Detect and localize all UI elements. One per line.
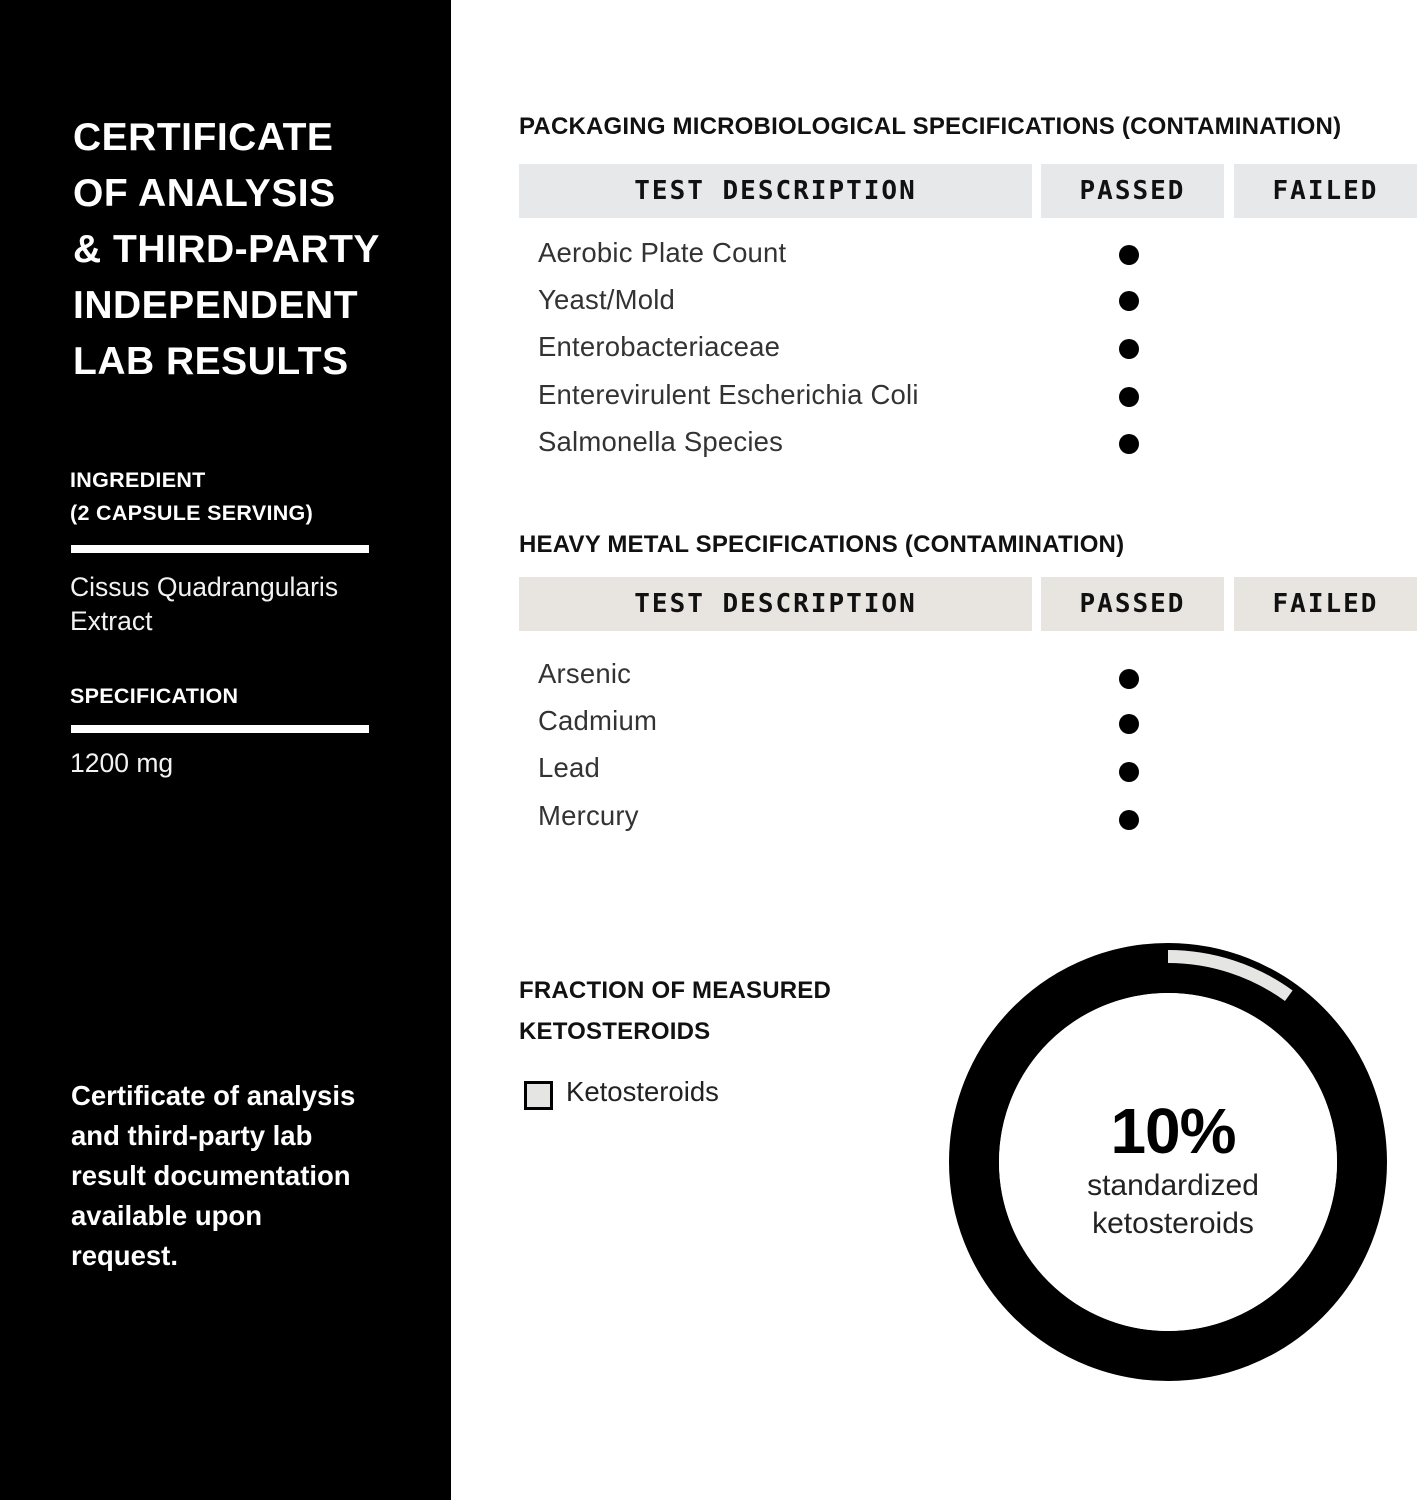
ingredient-heading-line: (2 CAPSULE SERVING) [70, 501, 314, 525]
title-line: CERTIFICATE [73, 116, 334, 159]
header-failed: FAILED [1234, 577, 1417, 631]
ingredient-value-line: Cissus Quadrangularis [70, 572, 339, 602]
donut-caption-line: standardized [1087, 1169, 1259, 1202]
test-row-label: Mercury [538, 800, 639, 831]
header-failed: FAILED [1234, 164, 1417, 218]
specification-value [70, 746, 173, 780]
header-test-description: TEST DESCRIPTION [519, 577, 1032, 631]
donut-percentage: 10% [1110, 1095, 1236, 1167]
ingredient-heading [70, 464, 313, 530]
title-line: & THIRD-PARTY [73, 228, 380, 271]
ketosteroids-title [519, 970, 831, 1052]
ketosteroids-title-line: KETOSTEROIDS [519, 1018, 711, 1045]
divider [71, 545, 369, 553]
title-line: OF ANALYSIS [73, 172, 336, 215]
passed-dot-icon [1119, 387, 1139, 407]
header-passed: PASSED [1041, 164, 1224, 218]
sidebar-panel [0, 0, 451, 1500]
ingredient-value [70, 570, 338, 638]
title-line: LAB RESULTS [73, 340, 349, 383]
passed-dot-icon [1119, 245, 1139, 265]
footer-line: request. [71, 1240, 178, 1271]
microbiological-title: PACKAGING MICROBIOLOGICAL SPECIFICATIONS (CONTAMINATION) [519, 113, 1342, 140]
footer-line: available upon [71, 1200, 263, 1231]
passed-dot-icon [1119, 714, 1139, 734]
passed-dot-icon [1119, 810, 1139, 830]
test-row-label: Aerobic Plate Count [538, 237, 787, 268]
donut-caption-line: ketosteroids [1092, 1207, 1254, 1240]
ingredient-value-line: Extract [70, 606, 153, 636]
heavy-metal-title: HEAVY METAL SPECIFICATIONS (CONTAMINATION) [519, 531, 1125, 558]
passed-dot-icon [1119, 434, 1139, 454]
specification-value-text: 1200 mg [70, 748, 174, 778]
legend-label: Ketosteroids [566, 1076, 719, 1107]
footer-note [71, 1076, 411, 1276]
passed-dot-icon [1119, 669, 1139, 689]
header-test-description: TEST DESCRIPTION [519, 164, 1032, 218]
test-row-label: Enterobacteriaceae [538, 331, 781, 362]
ingredient-heading-line: INGREDIENT [70, 468, 206, 492]
footer-line: result documentation [71, 1160, 351, 1191]
footer-line: and third-party lab [71, 1120, 313, 1151]
test-row-label: Arsenic [538, 658, 632, 689]
legend-swatch [524, 1081, 553, 1110]
donut-caption [978, 1167, 1368, 1243]
title-line: INDEPENDENT [73, 284, 359, 327]
header-passed: PASSED [1041, 577, 1224, 631]
specification-heading-text: SPECIFICATION [70, 684, 239, 708]
test-row-label: Lead [538, 752, 600, 783]
ketosteroids-title-line: FRACTION OF MEASURED [519, 977, 831, 1004]
footer-line: Certificate of analysis [71, 1080, 356, 1111]
page-title [73, 110, 433, 390]
specification-heading [70, 680, 238, 713]
passed-dot-icon [1119, 291, 1139, 311]
test-row-label: Enterevirulent Escherichia Coli [538, 379, 919, 410]
divider [71, 725, 369, 733]
test-row-label: Salmonella Species [538, 426, 784, 457]
passed-dot-icon [1119, 762, 1139, 782]
passed-dot-icon [1119, 339, 1139, 359]
donut-center-label [978, 1095, 1368, 1243]
test-row-label: Yeast/Mold [538, 284, 676, 315]
test-row-label: Cadmium [538, 705, 658, 736]
